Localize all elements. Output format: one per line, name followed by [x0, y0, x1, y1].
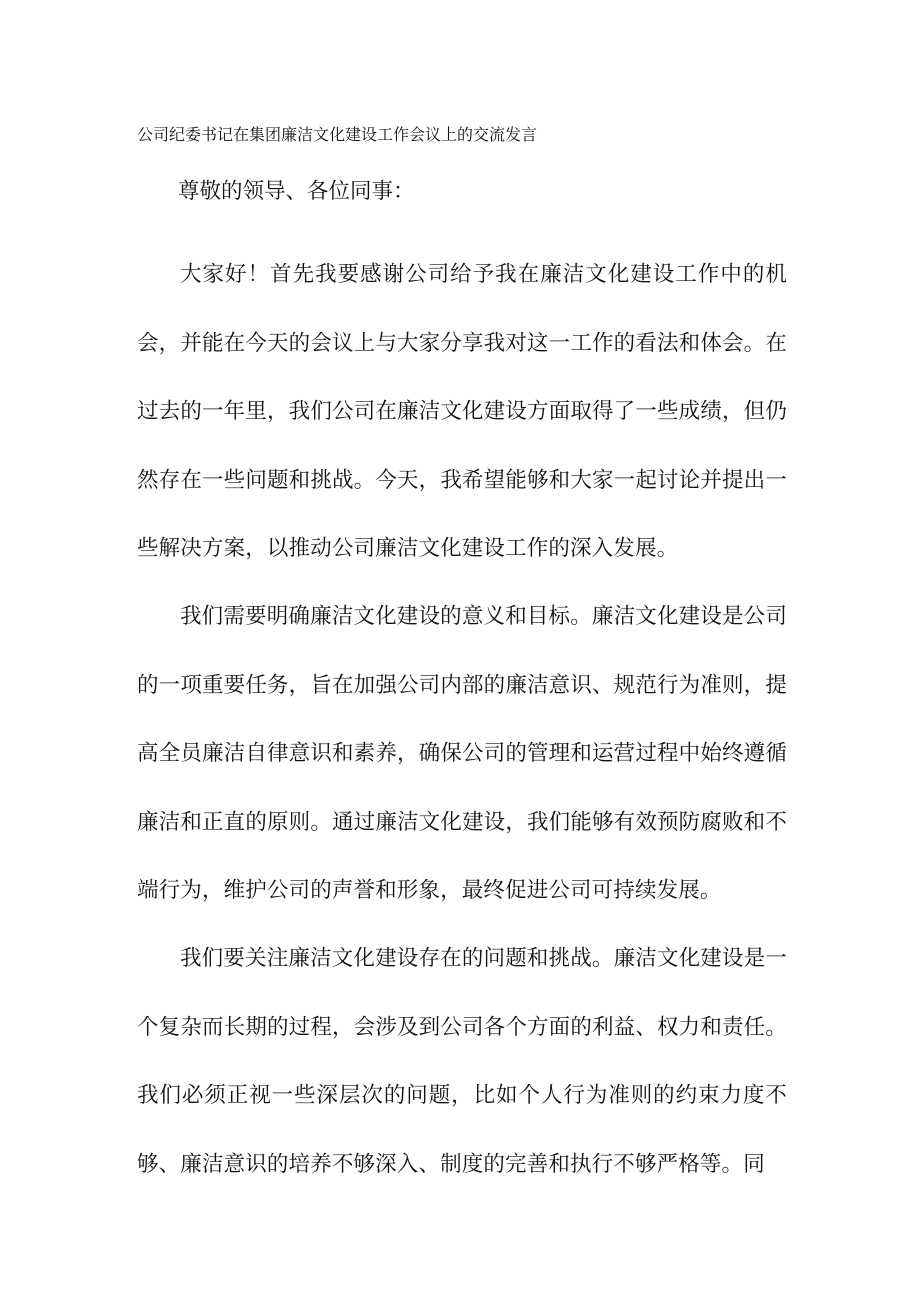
salutation: 尊敬的领导、各位同事： — [178, 179, 415, 204]
paragraph-2: 我们需要明确廉洁文化建设的意义和目标。廉洁文化建设是公司的一项重要任务，旨在加强公司内部的廉洁意识、规范行为准则，提高全员廉洁自律意识和素养，确保公司的管理和运营过程中始终遵循廉洁和正直的原则。通过廉洁文化建设，我们能够有效预防腐败和不端行为，维护公司的声誉和形象，最终促进公司可持续发展。 — [137, 604, 787, 903]
paragraph-1: 大家好！首先我要感谢公司给予我在廉洁文化建设工作中的机会，并能在今天的会议上与大家分享我对这一工作的看法和体会。在过去的一年里，我们公司在廉洁文化建设方面取得了一些成绩，但仍然存在一些问题和挑战。今天，我希望能够和大家一起讨论并提出一些解决方案，以推动公司廉洁文化建设工作的深入发展。 — [137, 262, 787, 561]
paragraph-3: 我们要关注廉洁文化建设存在的问题和挑战。廉洁文化建设是一个复杂而长期的过程，会涉及到公司各个方面的利益、权力和责任。我们必须正视一些深层次的问题，比如个人行为准则的约束力度不够、廉洁意识的培养不够深入、制度的完善和执行不够严格等。同 — [137, 946, 787, 1177]
document-title: 公司纪委书记在集团廉洁文化建设工作会议上的交流发言 — [137, 125, 538, 144]
